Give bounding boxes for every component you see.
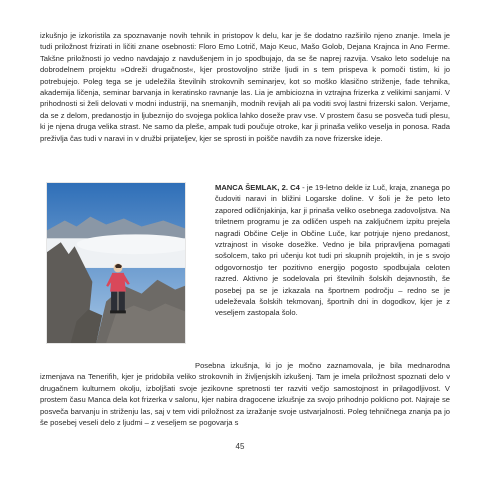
profile-paragraph [215, 182, 450, 319]
intro-paragraph: izkušnjo je izkoristila za spoznavanje novih tehnik in pristopov k delu, kar je še dodatno razširilo njeno znanje. Imela je tudi priložnost frizirati in ličiti znane osebnosti: Floro Emo Lotrič, Majo Keuc, Mašo Golob, Dejana Krajnca in Ano Ferme. Takšne priložnosti jo vedno navdajajo z navdušenjem in jo spodbujajo, da se še naprej razvija. Vsako leto sodeluje na dobrodelnem projektu »Odreži drugačnost«, kjer prostovoljno striže ljudi in s tem prispeva k pomoči tistim, ki jo potrebujejo. Poleg tega se je udeležila številnih strokovnih seminarjev, kot so moško klasično striženje, fade tehnika, akademija ličenja, seminar barvanja in keratinsko ravnanje las. Lia je ambiciozna in vztrajna frizerka z velikimi sanjami. V prihodnosti si želi delovati v modni industriji, na snemanjih, modnih revijah ali pa voditi svoj lastni frizerski salon. Verjame, da se z delom, predanostjo in ljubeznijo do svojega poklica lahko doseže prav vse. V prostem času se posveča tudi plesu, ki je njena druga velika strast. Ne samo da pleše, ampak tudi poučuje otroke, kar ji prinaša veliko veselja in ponosa. Rada preživlja čas tudi v naravi in v družbi prijateljev, kjer se sprosti in poišče navdih za nove frizerske ideje. [40, 31, 450, 143]
closing-paragraph: Posebna izkušnja, ki jo je močno zaznamovala, je bila mednarodna izmenjava na Tenerifih, kjer je pridobila veliko strokovnih in življenjskih izkušenj. Tam je imela priložnost spoznati delo v drugačnem kulturnem okolju, izboljšati svoje jezikovne spretnosti ter razviti večjo samostojnost in prilagodljivost. V prostem času Manca dela kot frizerka v salonu, kjer nabira dragocene izkušnje za svojo prihodnjo poklicno pot. Najraje se posveča barvanju in striženju las, saj v tem vidi priložnost za izražanje svoje ustvarjalnosti. Poleg tehničnega znanja pa jo še posebej veseli delo z ljudmi – z veseljem se pogovarja s [40, 361, 450, 428]
profile-text: - je 19-letno dekle iz Luč, kraja, znanega po čudoviti naravi in bližini Logarske doline. V šoli je že peto leto zapored odličnjakinja, kar ji prinaša veliko osebnega zadovoljstva. Na triletnem programu je za odličen uspeh na zaključnem izpitu prejela nagradi Občine Celje in Občine Luče, kar potrjuje njeno predanost, vztrajnost in visoke dosežke. Vedno je bila pripravljena pomagati sošolcem, tako pri učenju kot tudi pri skupnih projektih, in je s svojo odgovornostjo ter pozitivno energijo pogosto spodbujala celoten razred. Aktivno je sodelovala pri številnih šolskih dejavnostih, še posebej pa se je izkazala na športnem področju – redno se je udeleževala šolskih tekmovanj, športnih dni in dogodkov, kjer je z veseljem zastopala šolo. [215, 183, 450, 318]
profile-photo [46, 182, 186, 344]
page-number: 45 [235, 442, 245, 451]
profile-name: MANCA ŠEMLAK, 2. C4 [215, 183, 300, 192]
